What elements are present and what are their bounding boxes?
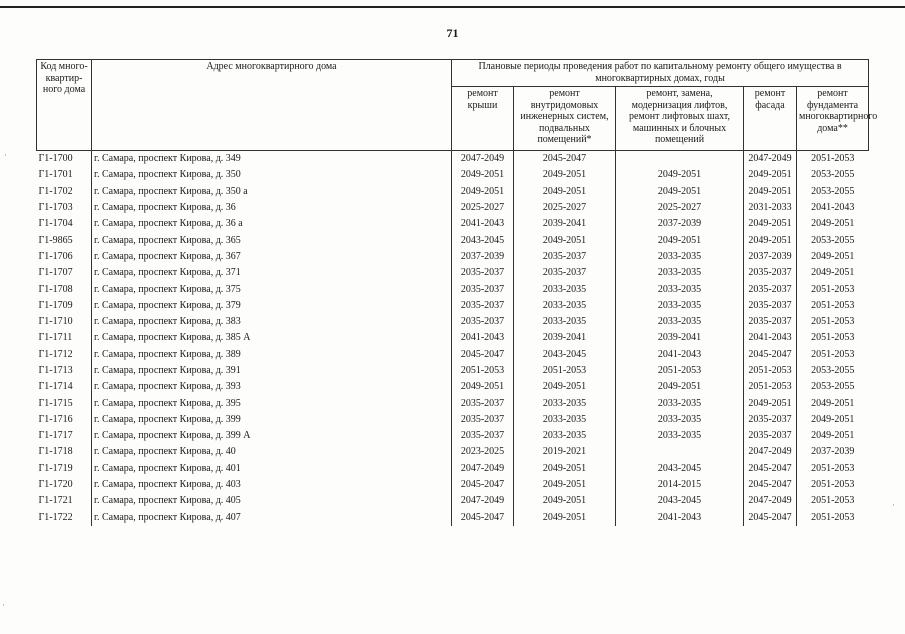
- cell-lifts: 2033-2035: [616, 265, 744, 281]
- cell-code: Г1-1711: [38, 332, 73, 344]
- cell-lifts: 2049-2051: [616, 379, 744, 395]
- cell-roof: 2045-2047: [452, 510, 514, 526]
- cell-code: Г1-1712: [38, 348, 73, 360]
- table-row: [37, 281, 869, 297]
- cell-facade: 2049-2051: [744, 216, 797, 232]
- cell-systems: 2033-2035: [514, 412, 616, 428]
- cell-code: Г1-1707: [38, 267, 73, 279]
- cell-foundation: 2049-2051: [797, 249, 869, 265]
- cell-lifts: 2049-2051: [616, 184, 744, 200]
- cell-lifts: 2033-2035: [616, 249, 744, 265]
- cell-code: Г1-1722: [38, 511, 73, 523]
- cell-roof: 2037-2039: [452, 249, 514, 265]
- cell-code: Г1-1702: [38, 185, 73, 197]
- table-row: [37, 151, 869, 168]
- cell-foundation: 2049-2051: [797, 216, 869, 232]
- cell-lifts: 2041-2043: [616, 510, 744, 526]
- cell-address: г. Самара, проспект Кирова, д. 399: [92, 412, 452, 428]
- table-row: [37, 493, 869, 509]
- cell-address: г. Самара, проспект Кирова, д. 375: [92, 281, 452, 297]
- cell-roof: 2035-2037: [452, 298, 514, 314]
- cell-address: г. Самара, проспект Кирова, д. 407: [92, 510, 452, 526]
- cell-lifts: 2037-2039: [616, 216, 744, 232]
- cell-systems: 2033-2035: [514, 314, 616, 330]
- cell-facade: 2035-2037: [744, 281, 797, 297]
- cell-systems: 2049-2051: [514, 477, 616, 493]
- cell-foundation: 2051-2053: [797, 330, 869, 346]
- cell-systems: 2043-2045: [514, 347, 616, 363]
- cell-foundation: 2053-2055: [797, 232, 869, 248]
- cell-code: Г1-1704: [38, 218, 73, 230]
- cell-foundation: 2051-2053: [797, 347, 869, 363]
- cell-facade: 2035-2037: [744, 314, 797, 330]
- table-row: [37, 265, 869, 281]
- cell-lifts: 2033-2035: [616, 314, 744, 330]
- cell-systems: 2033-2035: [514, 281, 616, 297]
- table-row: [37, 510, 869, 526]
- cell-code: Г1-1701: [38, 169, 73, 181]
- header-address: Адрес многоквартирного дома: [92, 60, 452, 151]
- cell-lifts: [616, 151, 744, 168]
- cell-roof: 2035-2037: [452, 281, 514, 297]
- cell-foundation: 2051-2053: [797, 314, 869, 330]
- cell-address: г. Самара, проспект Кирова, д. 403: [92, 477, 452, 493]
- table-row: [37, 249, 869, 265]
- cell-address: г. Самара, проспект Кирова, д. 367: [92, 249, 452, 265]
- cell-facade: 2041-2043: [744, 330, 797, 346]
- cell-address: г. Самара, проспект Кирова, д. 350: [92, 167, 452, 183]
- cell-foundation: 2051-2053: [797, 298, 869, 314]
- cell-systems: 2049-2051: [514, 493, 616, 509]
- cell-foundation: 2053-2055: [797, 167, 869, 183]
- cell-lifts: 2033-2035: [616, 412, 744, 428]
- header-foundation: ремонт фундамента многоквартирного дома**: [797, 87, 869, 151]
- cell-facade: 2035-2037: [744, 298, 797, 314]
- cell-systems: 2033-2035: [514, 298, 616, 314]
- cell-facade: 2051-2053: [744, 379, 797, 395]
- table-row: [37, 167, 869, 183]
- cell-lifts: 2049-2051: [616, 232, 744, 248]
- cell-lifts: 2043-2045: [616, 461, 744, 477]
- cell-facade: 2037-2039: [744, 249, 797, 265]
- cell-roof: 2035-2037: [452, 265, 514, 281]
- cell-address: г. Самара, проспект Кирова, д. 349: [92, 151, 452, 168]
- table-row: [37, 477, 869, 493]
- cell-facade: 2047-2049: [744, 151, 797, 168]
- cell-foundation: 2051-2053: [797, 493, 869, 509]
- cell-lifts: 2033-2035: [616, 395, 744, 411]
- table-row: [37, 428, 869, 444]
- scan-speck: ·: [4, 150, 7, 160]
- cell-lifts: 2014-2015: [616, 477, 744, 493]
- cell-code: Г1-1706: [38, 250, 73, 262]
- cell-roof: 2045-2047: [452, 347, 514, 363]
- cell-lifts: 2025-2027: [616, 200, 744, 216]
- repair-schedule-table: [36, 59, 878, 526]
- cell-roof: 2023-2025: [452, 444, 514, 460]
- table-row: [37, 461, 869, 477]
- cell-lifts: 2041-2043: [616, 347, 744, 363]
- cell-foundation: 2051-2053: [797, 477, 869, 493]
- cell-facade: 2049-2051: [744, 167, 797, 183]
- cell-facade: 2047-2049: [744, 444, 797, 460]
- cell-address: г. Самара, проспект Кирова, д. 371: [92, 265, 452, 281]
- cell-code: Г1-1714: [38, 381, 73, 393]
- cell-systems: 2039-2041: [514, 216, 616, 232]
- cell-systems: 2039-2041: [514, 330, 616, 346]
- cell-roof: 2049-2051: [452, 167, 514, 183]
- cell-foundation: 2041-2043: [797, 200, 869, 216]
- cell-code: Г1-9865: [38, 234, 73, 246]
- table-row: [37, 412, 869, 428]
- cell-foundation: 2049-2051: [797, 412, 869, 428]
- cell-roof: 2049-2051: [452, 184, 514, 200]
- page-number: 71: [446, 26, 459, 40]
- cell-code: Г1-1721: [38, 495, 73, 507]
- cell-systems: 2049-2051: [514, 184, 616, 200]
- cell-address: г. Самара, проспект Кирова, д. 399 А: [92, 428, 452, 444]
- cell-facade: 2049-2051: [744, 232, 797, 248]
- cell-facade: 2031-2033: [744, 200, 797, 216]
- cell-systems: 2025-2027: [514, 200, 616, 216]
- cell-systems: 2049-2051: [514, 379, 616, 395]
- cell-foundation: 2051-2053: [797, 281, 869, 297]
- header-lifts: ремонт, замена, модернизация лифтов, ремонт лифтовых шахт, машинных и блочных помещений: [616, 87, 744, 151]
- cell-address: г. Самара, проспект Кирова, д. 40: [92, 444, 452, 460]
- cell-lifts: 2039-2041: [616, 330, 744, 346]
- cell-systems: 2049-2051: [514, 167, 616, 183]
- cell-foundation: 2051-2053: [797, 461, 869, 477]
- cell-systems: 2045-2047: [514, 151, 616, 168]
- cell-roof: 2035-2037: [452, 395, 514, 411]
- cell-facade: 2045-2047: [744, 461, 797, 477]
- cell-code: Г1-1717: [38, 430, 73, 442]
- cell-roof: 2045-2047: [452, 477, 514, 493]
- table-body: [37, 151, 869, 526]
- table-row: [37, 298, 869, 314]
- cell-foundation: 2053-2055: [797, 379, 869, 395]
- table-row: [37, 444, 869, 460]
- cell-roof: 2049-2051: [452, 379, 514, 395]
- cell-foundation: 2053-2055: [797, 184, 869, 200]
- cell-facade: 2045-2047: [744, 510, 797, 526]
- cell-facade: 2049-2051: [744, 184, 797, 200]
- cell-address: г. Самара, проспект Кирова, д. 365: [92, 232, 452, 248]
- cell-foundation: 2051-2053: [797, 151, 869, 168]
- cell-code: Г1-1715: [38, 397, 73, 409]
- cell-address: г. Самара, проспект Кирова, д. 395: [92, 395, 452, 411]
- cell-code: Г1-1709: [38, 299, 73, 311]
- cell-lifts: 2051-2053: [616, 363, 744, 379]
- cell-lifts: 2033-2035: [616, 281, 744, 297]
- cell-foundation: 2049-2051: [797, 428, 869, 444]
- cell-address: г. Самара, проспект Кирова, д. 385 А: [92, 330, 452, 346]
- cell-lifts: [616, 444, 744, 460]
- cell-code: Г1-1720: [38, 479, 73, 491]
- cell-code: Г1-1718: [38, 446, 73, 458]
- cell-facade: 2035-2037: [744, 265, 797, 281]
- table-row: [37, 330, 869, 346]
- cell-roof: 2041-2043: [452, 330, 514, 346]
- cell-facade: 2045-2047: [744, 347, 797, 363]
- cell-roof: 2047-2049: [452, 461, 514, 477]
- header-facade: ремонт фасада: [744, 87, 797, 151]
- cell-lifts: 2033-2035: [616, 298, 744, 314]
- cell-code: Г1-1700: [38, 153, 73, 165]
- cell-roof: 2043-2045: [452, 232, 514, 248]
- cell-address: г. Самара, проспект Кирова, д. 36 а: [92, 216, 452, 232]
- cell-systems: 2019-2021: [514, 444, 616, 460]
- cell-lifts: 2033-2035: [616, 428, 744, 444]
- header-roof: ремонт крыши: [452, 87, 514, 151]
- cell-roof: 2047-2049: [452, 493, 514, 509]
- cell-systems: 2049-2051: [514, 510, 616, 526]
- cell-address: г. Самара, проспект Кирова, д. 379: [92, 298, 452, 314]
- cell-address: г. Самара, проспект Кирова, д. 401: [92, 461, 452, 477]
- cell-code: Г1-1710: [38, 316, 73, 328]
- cell-facade: 2049-2051: [744, 395, 797, 411]
- scan-speck: ·: [2, 600, 5, 610]
- table-row: [37, 232, 869, 248]
- cell-systems: 2033-2035: [514, 395, 616, 411]
- cell-facade: 2035-2037: [744, 412, 797, 428]
- cell-address: г. Самара, проспект Кирова, д. 389: [92, 347, 452, 363]
- cell-systems: 2035-2037: [514, 265, 616, 281]
- header-systems: ремонт внутридомовых инженерных систем, подвальных помещений*: [514, 87, 616, 151]
- cell-roof: 2035-2037: [452, 314, 514, 330]
- cell-address: г. Самара, проспект Кирова, д. 405: [92, 493, 452, 509]
- cell-code: Г1-1708: [38, 283, 73, 295]
- cell-foundation: 2049-2051: [797, 395, 869, 411]
- header-code: Код много-квартир-ного дома: [37, 60, 92, 151]
- table-row: [37, 395, 869, 411]
- cell-address: г. Самара, проспект Кирова, д. 36: [92, 200, 452, 216]
- cell-foundation: 2051-2053: [797, 510, 869, 526]
- cell-lifts: 2049-2051: [616, 167, 744, 183]
- cell-code: Г1-1713: [38, 365, 73, 376]
- cell-roof: 2047-2049: [452, 151, 514, 168]
- table-row: [37, 379, 869, 395]
- cell-lifts: 2043-2045: [616, 493, 744, 509]
- top-rule: [0, 6, 905, 8]
- cell-roof: 2025-2027: [452, 200, 514, 216]
- cell-address: г. Самара, проспект Кирова, д. 383: [92, 314, 452, 330]
- cell-systems: 2051-2053: [514, 363, 616, 379]
- table-row: [37, 184, 869, 200]
- cell-code: Г1-1716: [38, 413, 73, 425]
- table-row: [37, 216, 869, 232]
- table-row: [37, 347, 869, 363]
- header-periods: Плановые периоды проведения работ по капитальному ремонту общего имущества в многоквартирных домах, годы: [452, 60, 869, 87]
- cell-foundation: 2053-2055: [797, 363, 869, 379]
- cell-facade: 2051-2053: [744, 363, 797, 379]
- cell-address: г. Самара, проспект Кирова, д. 393: [92, 379, 452, 395]
- cell-code: Г1-1719: [38, 462, 73, 474]
- cell-facade: 2035-2037: [744, 428, 797, 444]
- cell-address: г. Самара, проспект Кирова, д. 391: [92, 363, 452, 379]
- cell-facade: 2047-2049: [744, 493, 797, 509]
- cell-foundation: 2037-2039: [797, 444, 869, 460]
- cell-roof: 2051-2053: [452, 363, 514, 379]
- scan-speck: ·: [892, 500, 895, 510]
- cell-roof: 2035-2037: [452, 412, 514, 428]
- cell-address: г. Самара, проспект Кирова, д. 350 а: [92, 184, 452, 200]
- cell-systems: 2035-2037: [514, 249, 616, 265]
- cell-systems: 2033-2035: [514, 428, 616, 444]
- cell-code: Г1-1703: [38, 202, 73, 214]
- cell-facade: 2045-2047: [744, 477, 797, 493]
- cell-systems: 2049-2051: [514, 461, 616, 477]
- table-row: [37, 314, 869, 330]
- cell-roof: 2035-2037: [452, 428, 514, 444]
- cell-roof: 2041-2043: [452, 216, 514, 232]
- table-row: [37, 363, 869, 379]
- cell-foundation: 2049-2051: [797, 265, 869, 281]
- table-row: [37, 200, 869, 216]
- cell-systems: 2049-2051: [514, 232, 616, 248]
